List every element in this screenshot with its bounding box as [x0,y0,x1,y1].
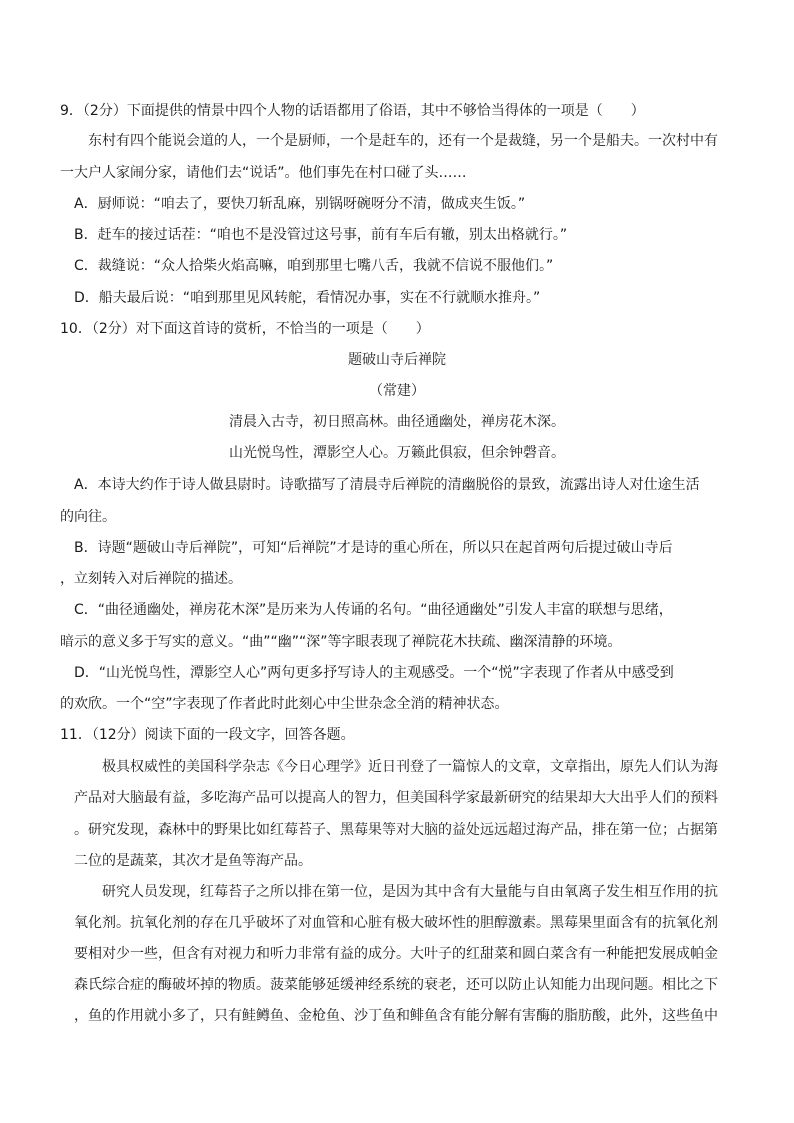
q10-option-c: C．“曲径通幽处，禅房花木深”是历来为人传诵的名句。“曲径通幽处”引发人丰富的联想与思绪， [74,602,673,618]
q10-option-d: D．“山光悦鸟性，潭影空人心”两句更多抒写诗人的主观感受。一个“悦”字表现了作者从中感受到 [74,665,674,681]
passage-line: ，鱼的作用就小多了，只有鲑鳟鱼、金枪鱼、沙丁鱼和鲱鱼含有能分解有害酶的脂肪酸，此外，这些鱼中 [74,1008,718,1024]
passage-line: 研究人员发现，红莓苔子之所以排在第一位，是因为其中含有大量能与自由氧离子发生相互作用的抗 [102,884,718,900]
q10-stem: 10．（2分）对下面这首诗的赏析，不恰当的一项是（ ） [60,321,430,337]
q10-option-c-cont: 暗示的意义多于写实的意义。“曲”“幽”“深”等字眼表现了禅院花木扶疏、幽深清静的环境。 [60,634,622,650]
poem-line: 山光悦鸟性，潭影空人心。万籁此俱寂，但余钟磬音。 [229,445,565,461]
q10-option-b: B．诗题“题破山寺后禅院”，可知“后禅院”才是诗的重心所在，所以只在起首两句后提过破山寺后 [74,540,673,556]
poem-author: （常建） [369,383,425,399]
q9-context-line: 东村有四个能说会道的人，一个是厨师，一个是赶车的，还有一个是裁缝，另一个是船夫。一次村中有 [88,133,718,149]
q9-context-line: 一大户人家闹分家，请他们去“说话”。他们事先在村口碰了头…… [60,165,467,181]
passage-line: 产品对大脑最有益，多吃海产品可以提高人的智力，但美国科学家最新研究的结果却大大出乎人们的预料 [74,790,718,806]
q10-option-b-cont: ，立刻转入对后禅院的描述。 [60,571,242,587]
passage-line: 。研究发现，森林中的野果比如红莓苔子、黑莓果等对大脑的益处远远超过海产品，排在第一位；占据第 [74,822,718,838]
passage-line: 二位的是蔬菜，其次才是鱼等海产品。 [74,853,312,869]
poem-line: 清晨入古寺，初日照高林。曲径通幽处，禅房花木深。 [229,414,565,430]
q9-option-c: C．裁缝说：“众人拾柴火焰高嘛，咱到那里七嘴八舌，我就不信说不服他们。” [74,258,554,274]
q10-option-a: A．本诗大约作于诗人做县尉时。诗歌描写了清晨寺后禅院的清幽脱俗的景致，流露出诗人对仕途生活 [74,477,700,493]
passage-line: 要相对少一些，但含有对视力和听力非常有益的成分。大叶子的红甜菜和圆白菜含有一种能把发展成帕金 [74,946,718,962]
q11-stem: 11．（12分）阅读下面的一段文字，回答各题。 [60,727,355,743]
passage-line: 森氏综合症的酶破坏掉的物质。菠菜能够延缓神经系统的衰老，还可以防止认知能力出现问题。相比之下 [74,977,718,993]
q9-stem: 9．（2分）下面提供的情景中四个人物的话语都用了俗语，其中不够恰当得体的一项是（ ） [60,103,645,119]
q9-option-b: B．赶车的接过话茬：“咱也不是没管过这号事，前有车后有辙，别太出格就行。” [74,227,568,243]
passage-line: 极具权威性的美国科学杂志《今日心理学》近日刊登了一篇惊人的文章，文章指出，原先人们认为海 [102,759,718,775]
q9-option-d: D．船夫最后说：“咱到那里见风转舵，看情况办事，实在不行就顺水推舟。” [74,290,541,306]
q10-option-d-cont: 的欢欣。一个“空”字表现了作者此时此刻心中尘世杂念全消的精神状态。 [60,696,509,712]
passage-line: 氧化剂。抗氧化剂的存在几乎破坏了对血管和心脏有极大破坏性的胆醇激素。黑莓果里面含有的抗氧化剂 [74,915,718,931]
q9-option-a: A．厨师说：“咱去了，要快刀斩乱麻，别锅呀碗呀分不清，做成夹生饭。” [74,196,526,212]
q10-option-a-cont: 的向往。 [60,509,116,525]
poem-title: 题破山寺后禅院 [348,352,446,368]
